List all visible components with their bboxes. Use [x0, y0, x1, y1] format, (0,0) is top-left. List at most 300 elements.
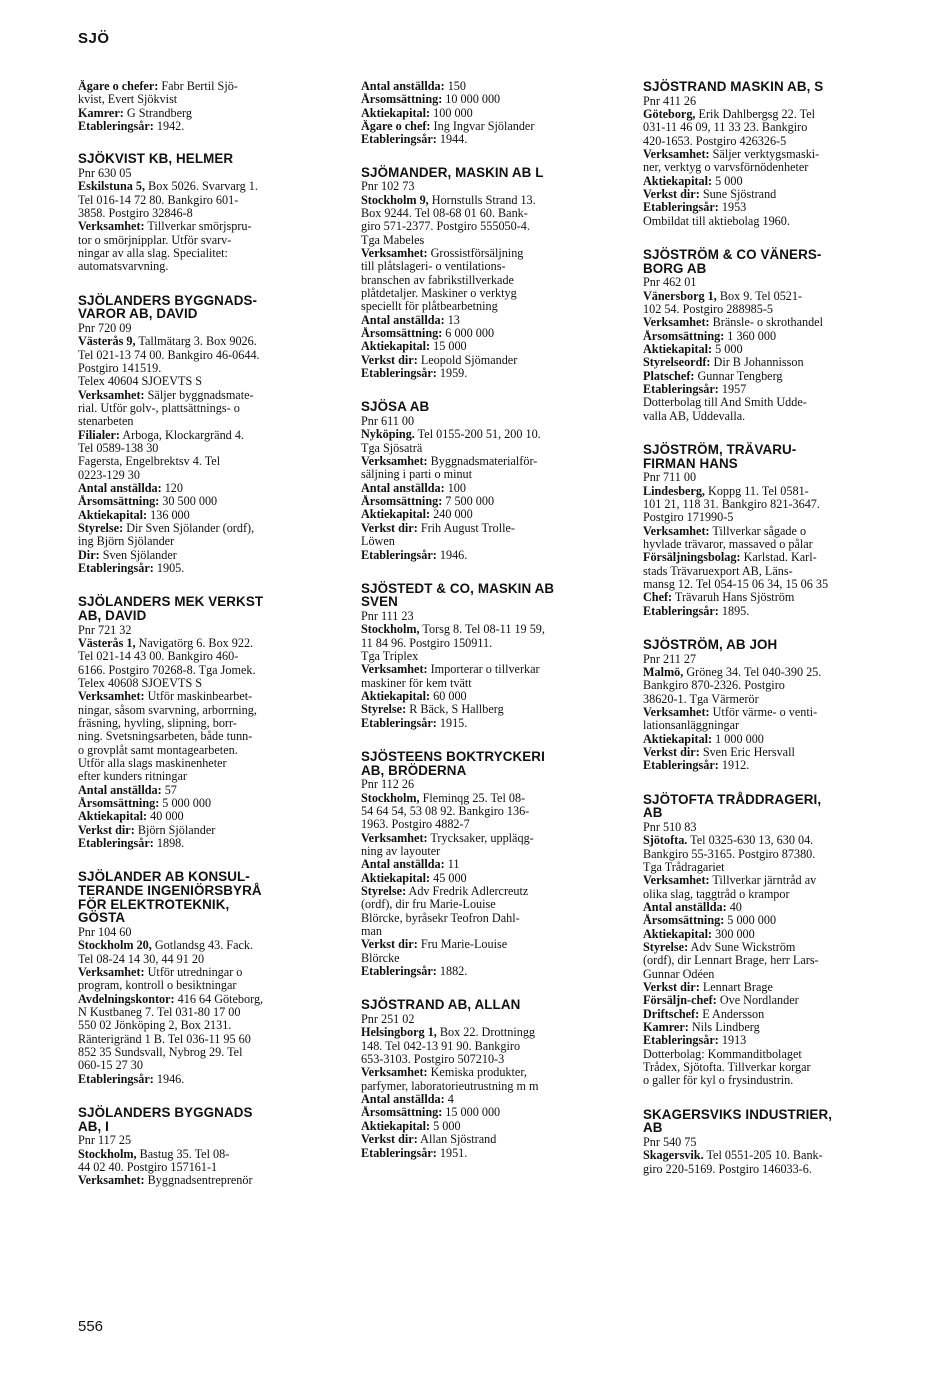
entry-line: [78, 509, 300, 522]
entry-text: Utför maskinbearbet-: [144, 690, 253, 704]
field-label: Etableringsår:: [643, 759, 719, 773]
entry-line: [643, 591, 865, 604]
entry-line: [643, 201, 865, 214]
entry-line: [643, 759, 865, 772]
entry-text: Telex 40608 SJOEVTS S: [78, 677, 203, 690]
entry-line: [643, 733, 865, 746]
field-label: Verkst dir:: [643, 745, 700, 759]
entry-line: [643, 874, 865, 887]
entry-line: [78, 1073, 300, 1086]
entry-line: [361, 314, 583, 327]
entry-text: Ombildat till aktiebolag 1960.: [643, 214, 790, 228]
entry-line: [78, 797, 300, 810]
entry-text: 13: [444, 313, 460, 327]
entry-text: Utför utredningar o: [144, 965, 243, 979]
entry-text: Trävaruh Hans Sjöström: [672, 591, 795, 605]
entry-line: [361, 428, 583, 441]
entry-line: [361, 1147, 583, 1160]
company-name: [78, 870, 300, 924]
entry-text: Tga Sjösaträ: [361, 441, 423, 455]
entry-line: [78, 1161, 300, 1174]
company-name-line: SJÖSTRAND AB, ALLAN: [361, 997, 521, 1013]
entry-text: Tel 08-24 14 30, 44 91 20: [78, 952, 205, 966]
entry-text: Tel 0589-138 30: [78, 442, 159, 455]
entry-line: [361, 194, 583, 207]
field-label: Etableringsår:: [361, 965, 437, 979]
company-name: [643, 1108, 865, 1135]
entry-text: Sune Sjöstrand: [699, 188, 777, 201]
field-label: Stockholm,: [361, 791, 420, 805]
company-name-line: SJÖMANDER, MASKIN AB L: [361, 164, 544, 180]
entry-line: [361, 778, 583, 791]
entry-text: giro 571-2377. Postgiro 555050-4.: [361, 220, 530, 234]
entry-text: rial. Utför golv-, plattsättnings- o: [78, 401, 240, 415]
entry-line: [643, 148, 865, 161]
entry-text: automatsvarvning.: [78, 260, 169, 274]
entry-text: 6166. Postgiro 70268-8. Tga Jomek.: [78, 663, 256, 677]
entry-text: Grossistförsäljning: [427, 247, 524, 261]
entry-line: [78, 1006, 300, 1019]
field-label: Verksamhet:: [643, 316, 710, 330]
entry-line: [643, 941, 865, 954]
company-entry: [361, 400, 583, 561]
field-label: Kamrer:: [643, 1021, 689, 1034]
entry-line: [78, 677, 300, 690]
entry-text: 57: [161, 783, 177, 797]
entry-text: säljning i parti o minut: [361, 468, 473, 482]
entry-text: Ing Ingvar Sjölander: [430, 120, 535, 134]
field-label: Etableringsår:: [78, 837, 154, 851]
company-entry: [361, 998, 583, 1159]
entry-text: Pnr 112 26: [361, 778, 415, 792]
entry-text: Trycksaker, uppläqg-: [427, 831, 534, 845]
entry-text: fräsning, hyvling, slipning, borr-: [78, 717, 237, 731]
entry-line: [643, 135, 865, 148]
entry-text: 1912.: [718, 759, 750, 773]
entry-text: Gunnar Odéen: [643, 967, 715, 981]
company-entry: [643, 1108, 865, 1176]
entry-text: lationsanläggningar: [643, 719, 740, 733]
entry-text: 1942.: [153, 120, 185, 134]
entry-text: 15 000: [430, 340, 467, 354]
entry-line: [361, 549, 583, 562]
entry-line: [361, 482, 583, 495]
entry-line: [361, 287, 583, 300]
entry-line: [78, 624, 300, 637]
field-label: Styrelseordf:: [643, 356, 711, 370]
field-label: Aktiekapital:: [78, 810, 148, 824]
entry-line: [361, 247, 583, 260]
company-name: [361, 750, 583, 777]
company-name-line: SJÖKVIST KB, HELMER: [78, 151, 234, 167]
entry-line: [78, 824, 300, 837]
entry-line: [361, 805, 583, 818]
entry-text: 11 84 96. Postgiro 150911.: [361, 636, 493, 650]
entry-text: 101 21, 118 31. Bankgiro 821-3647.: [643, 497, 820, 511]
entry-line: [643, 981, 865, 994]
entry-line: [78, 335, 300, 348]
entry-line: [78, 415, 300, 428]
entry-text: 120: [161, 482, 183, 496]
entry-text: Utför värme- o venti-: [709, 705, 818, 719]
field-label: Verksamhet:: [361, 247, 428, 261]
field-label: Årsomsättning:: [643, 329, 725, 343]
entry-text: Arboga, Klockargränd 4.: [119, 428, 244, 442]
company-name-line: BORG AB: [643, 260, 707, 276]
entry-text: Allan Sjöstrand: [417, 1133, 497, 1147]
field-label: Verkst dir:: [361, 938, 418, 952]
entry-text: 150: [444, 80, 466, 93]
column-2: [361, 80, 583, 1180]
entry-line: [78, 837, 300, 850]
field-label: Västerås 9,: [78, 335, 136, 349]
entry-text: Pnr 611 00: [361, 415, 415, 429]
entry-text: Tel 016-14 72 80. Bankgiro 601-: [78, 193, 239, 207]
entry-text: program, kontroll o besiktningar: [78, 979, 237, 993]
entry-line: [361, 623, 583, 636]
field-label: Göteborg,: [643, 107, 696, 121]
entry-text: 1913: [718, 1034, 747, 1048]
entry-line: [78, 979, 300, 992]
running-header: SJÖ: [78, 30, 110, 47]
entry-line: [361, 120, 583, 133]
entry-line: [78, 1148, 300, 1161]
company-name: [361, 998, 583, 1012]
company-name: [361, 166, 583, 180]
entry-text: efter kunders ritningar: [78, 770, 187, 784]
field-label: Etableringsår:: [78, 1072, 154, 1086]
field-label: Styrelse:: [361, 885, 407, 899]
entry-line: [643, 1008, 865, 1021]
field-label: Etableringsår:: [643, 201, 719, 215]
entry-line: [643, 901, 865, 914]
entry-text: Ränterigränd 1 B. Tel 036-11 95 60: [78, 1032, 251, 1046]
company-name-line: SJÖSTRÖM & CO VÄNERS-: [643, 247, 822, 263]
entry-line: [643, 693, 865, 706]
entry-text: plåtdetaljer. Maskiner o verktyg: [361, 287, 517, 301]
entry-line: [643, 551, 865, 564]
entry-line: [643, 161, 865, 174]
field-label: Nyköping.: [361, 428, 415, 442]
company-name-line: SJÖLANDER AB KONSUL-: [78, 869, 250, 885]
entry-text: Dotterbolag: Kommanditbolaget: [643, 1047, 802, 1061]
entry-line: [78, 375, 300, 388]
entry-text: Tillverkar smörjspru-: [144, 220, 252, 234]
entry-text: Dir Sven Sjölander (ordf),: [123, 522, 255, 536]
entry-text: 420-1653. Postgiro 426326-5: [643, 134, 787, 148]
entry-line: [643, 848, 865, 861]
entry-line: [78, 442, 300, 455]
entry-text: N Kustbaneg 7. Tel 031-80 17 00: [78, 1005, 241, 1019]
entry-text: Ove Nordlander: [716, 994, 799, 1008]
entry-text: 1963. Postgiro 4882-7: [361, 818, 470, 832]
entry-text: till plåtslageri- o ventilations-: [361, 260, 506, 274]
field-label: Verksamhet:: [78, 965, 145, 979]
entry-line: [361, 858, 583, 871]
entry-line: [78, 1174, 300, 1187]
entry-text: Adv Fredrik Adlercreutz: [406, 885, 529, 899]
company-name-line: SJÖLANDERS BYGGNADS-: [78, 292, 258, 308]
company-name: [643, 793, 865, 820]
entry-text: Sven Sjölander: [99, 548, 177, 562]
entry-line: [78, 549, 300, 562]
entry-line: [361, 133, 583, 146]
entry-line: [78, 349, 300, 362]
entry-line: [78, 469, 300, 482]
entry-text: Torsg 8. Tel 08-11 19 59,: [419, 623, 545, 637]
entry-line: [643, 396, 865, 409]
field-label: Aktiekapital:: [643, 342, 713, 356]
entry-line: [78, 939, 300, 952]
entry-text: Bankgiro 55-3165. Postgiro 87380.: [643, 847, 816, 861]
entry-text: Pnr 720 09: [78, 321, 132, 335]
entry-text: Pnr 462 01: [643, 276, 697, 290]
field-label: Antal anställda:: [361, 481, 445, 495]
field-label: Driftschef:: [643, 1007, 700, 1021]
entry-text: G Strandberg: [123, 106, 192, 120]
entry-text: ing Björn Sjölander: [78, 535, 175, 549]
field-label: Antal anställda:: [361, 1093, 445, 1107]
field-label: Verksamhet:: [643, 147, 710, 161]
company-entry: [361, 750, 583, 978]
entry-text: 44 02 40. Postgiro 157161-1: [78, 1160, 218, 1174]
field-label: Dir:: [78, 548, 100, 562]
entry-line: [643, 578, 865, 591]
company-name-line: SVEN: [361, 594, 398, 610]
field-label: Årsomsättning:: [361, 93, 443, 107]
entry-text: o galler för kyl o frysindustrin.: [643, 1074, 794, 1088]
entry-text: mansg 12. Tel 054-15 06 34, 15 06 35: [643, 577, 829, 591]
entry-text: stenarbeten: [78, 415, 134, 429]
field-label: Etableringsår:: [361, 133, 437, 147]
entry-line: [361, 260, 583, 273]
company-name-line: AB, DAVID: [78, 608, 147, 624]
company-entry: [643, 248, 865, 423]
entry-text: Pnr 251 02: [361, 1013, 415, 1027]
entry-line: [78, 953, 300, 966]
entry-line: [78, 535, 300, 548]
entry-line: [643, 653, 865, 666]
field-label: Verksamhet:: [78, 690, 145, 704]
entry-line: [643, 994, 865, 1007]
entry-line: [643, 303, 865, 316]
entry-line: [643, 330, 865, 343]
entry-text: 148. Tel 042-13 91 90. Bankgiro: [361, 1039, 521, 1053]
entry-line: [78, 495, 300, 508]
field-label: Antal anställda:: [361, 80, 445, 93]
entry-line: [78, 966, 300, 979]
entry-line: [78, 770, 300, 783]
entry-line: [361, 663, 583, 676]
entry-line: [361, 1093, 583, 1106]
field-label: Aktiekapital:: [361, 106, 431, 120]
entry-line: [78, 744, 300, 757]
company-name: [643, 638, 865, 652]
entry-line: [643, 316, 865, 329]
company-name: [78, 294, 300, 321]
entry-text: Nils Lindberg: [688, 1021, 760, 1034]
field-label: Årsomsättning:: [643, 914, 725, 928]
entry-text: Lennart Brage: [699, 980, 773, 994]
entry-text: Box 22. Drottningg: [436, 1026, 536, 1040]
entry-line: [361, 93, 583, 106]
field-label: Antal anställda:: [361, 313, 445, 327]
entry-line: [361, 845, 583, 858]
field-label: Verksamhet:: [361, 831, 428, 845]
field-label: Eskilstuna 5,: [78, 180, 146, 194]
company-entry: [78, 1106, 300, 1188]
entry-line: [361, 508, 583, 521]
company-name: [361, 582, 583, 609]
entry-text: Leopold Sjömander: [417, 353, 518, 367]
entry-line: [78, 322, 300, 335]
entry-line: [361, 1106, 583, 1119]
entry-text: Dotterbolag till And Smith Udde-: [643, 396, 807, 410]
entry-line: [78, 389, 300, 402]
entry-line: [78, 784, 300, 797]
field-label: Platschef:: [643, 369, 695, 383]
company-name-line: SKAGERSVIKS INDUSTRIER,: [643, 1106, 833, 1122]
company-name: [643, 443, 865, 470]
entry-line: [78, 455, 300, 468]
entry-line: [78, 120, 300, 133]
entry-text: Frih August Trolle-: [417, 521, 515, 535]
field-label: Vänersborg 1,: [643, 289, 717, 303]
entry-line: [643, 605, 865, 618]
entry-text: 5 000: [712, 342, 743, 356]
entry-line: [78, 80, 300, 93]
field-label: Årsomsättning:: [78, 797, 160, 811]
entry-text: Björn Sjölander: [134, 823, 216, 837]
entry-line: [643, 370, 865, 383]
field-label: Aktiekapital:: [361, 508, 431, 522]
entry-line: [78, 362, 300, 375]
entry-line: [643, 1149, 865, 1162]
entry-line: [361, 703, 583, 716]
entry-line: [643, 861, 865, 874]
field-label: Verkst dir:: [78, 823, 135, 837]
entry-text: Hornstulls Strand 13.: [428, 193, 536, 207]
entry-text: Löwen: [361, 535, 395, 549]
entry-text: 5 000 000: [724, 914, 777, 928]
company-name-line: AB, I: [78, 1118, 110, 1134]
entry-line: [361, 442, 583, 455]
field-label: Avdelningskontor:: [78, 992, 175, 1006]
field-label: Antal anställda:: [78, 482, 162, 496]
entry-text: Pnr 111 23: [361, 610, 414, 624]
entry-text: Gunnar Tengberg: [694, 369, 783, 383]
company-name-line: AB, BRÖDERNA: [361, 762, 467, 778]
field-label: Styrelse:: [361, 703, 407, 717]
entry-text: olika slag, taggtråd o krampor: [643, 887, 790, 901]
entry-text: 060-15 27 30: [78, 1059, 143, 1073]
entry-line: [78, 1134, 300, 1147]
entry-text: 30 500 000: [159, 495, 218, 509]
entry-text: 416 64 Göteborg,: [174, 992, 264, 1006]
entry-text: 38620-1. Tga Värmerör: [643, 692, 759, 706]
entry-text: Tel 0155-200 51, 200 10.: [414, 428, 541, 442]
entry-text: Tel 021-14 43 00. Bankgiro 460-: [78, 650, 239, 664]
entry-text: giro 220-5169. Postgiro 146033-6.: [643, 1162, 812, 1176]
entry-text: 1882.: [436, 965, 468, 979]
entry-line: [361, 1053, 583, 1066]
entry-text: Tel 021-13 74 00. Bankgiro 46-0644.: [78, 348, 260, 362]
field-label: Antal anställda:: [643, 900, 727, 914]
entry-text: branschen av fabrikstillverkade: [361, 273, 514, 287]
entry-text: Säljer verktygsmaski-: [709, 147, 820, 161]
entry-line: [361, 415, 583, 428]
entry-line: [78, 562, 300, 575]
entry-line: [78, 810, 300, 823]
entry-text: 1957: [718, 382, 747, 396]
company-entry: [643, 80, 865, 228]
entry-text: Tallmätarg 3. Box 9026.: [135, 335, 257, 349]
field-label: Försäljningsbolag:: [643, 551, 741, 565]
company-entry: [643, 638, 865, 773]
entry-text: Postgiro 141519.: [78, 361, 162, 375]
entry-text: Koppg 11. Tel 0581-: [704, 484, 809, 498]
entry-text: Sven Eric Hersvall: [699, 745, 795, 759]
entry-text: Pnr 540 75: [643, 1135, 697, 1149]
entry-line: [361, 650, 583, 663]
entry-text: Fabr Bertil Sjö-: [158, 80, 238, 93]
company-name-line: SJÖSTRAND MASKIN AB, S: [643, 79, 824, 94]
entry-line: [643, 1136, 865, 1149]
company-name-line: SJÖTOFTA TRÅDDRAGERI,: [643, 791, 822, 807]
entry-line: [78, 704, 300, 717]
entry-text: R Bäck, S Hallberg: [406, 703, 504, 717]
entry-line: [78, 180, 300, 193]
entry-continuation: [78, 80, 300, 133]
field-label: Verkst dir:: [643, 980, 700, 994]
entry-text: 1895.: [718, 604, 750, 618]
entry-text: 5 000: [430, 1119, 461, 1133]
company-name-line: AB: [643, 805, 663, 821]
entry-text: 15 000 000: [442, 1106, 501, 1120]
entry-text: Trådex, Sjötofta. Tillverkar korgar: [643, 1061, 811, 1075]
company-name: [78, 1106, 300, 1133]
entry-text: ning av layouter: [361, 845, 441, 859]
entry-line: [78, 1046, 300, 1059]
entry-text: Pnr 510 83: [643, 820, 697, 834]
entry-text: 54 64 54, 53 08 92. Bankgiro 136-: [361, 805, 530, 818]
entry-line: [361, 207, 583, 220]
entry-line: [643, 343, 865, 356]
entry-line: [643, 928, 865, 941]
entry-text: Bränsle- o skrothandel: [709, 316, 823, 330]
entry-line: [643, 1163, 865, 1176]
entry-line: [78, 717, 300, 730]
company-entry: [643, 793, 865, 1088]
entry-line: [78, 730, 300, 743]
entry-line: [78, 1059, 300, 1072]
entry-line: [643, 746, 865, 759]
entry-line: [361, 274, 583, 287]
column-1: [78, 80, 300, 1208]
entry-line: [361, 522, 583, 535]
entry-text: Tga Mabeles: [361, 233, 425, 247]
entry-text: Dir B Johannisson: [710, 356, 804, 370]
entry-text: Blörcke, byråsekr Teofron Dahl-: [361, 911, 520, 925]
entry-line: [78, 993, 300, 1006]
entry-line: [361, 832, 583, 845]
entry-text: valla AB, Uddevalla.: [643, 409, 746, 423]
entry-line: [78, 247, 300, 260]
company-name-line: SJÖSTRÖM, AB JOH: [643, 636, 778, 652]
entry-line: [361, 792, 583, 805]
field-label: Antal anställda:: [78, 783, 162, 797]
entry-text: ningar, såsom svarvning, arborrning,: [78, 703, 257, 717]
